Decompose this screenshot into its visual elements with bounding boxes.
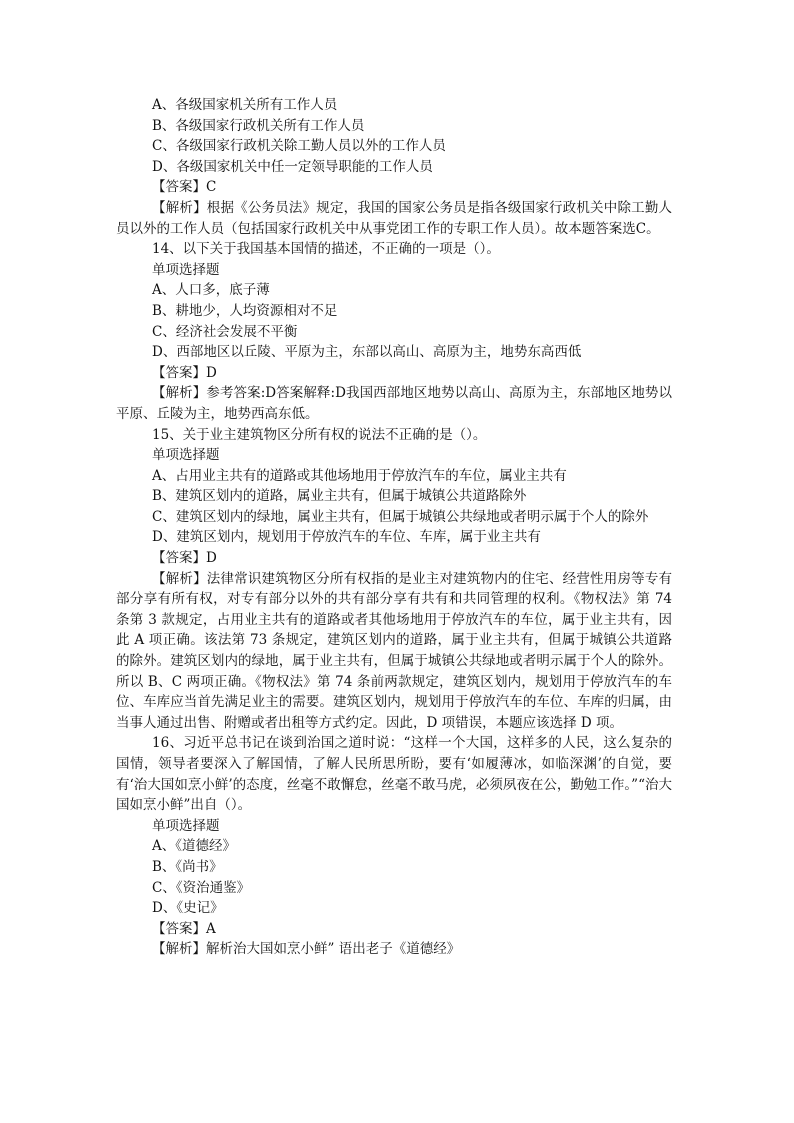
analysis-label: 【解析】 [152, 941, 206, 958]
analysis-text: 参考答案:D答案解释:D我国西部地区地势以高山、高原为主，东部地区地势以平原、丘陵为主，地势西高东低。 [116, 385, 673, 422]
question-15 [116, 425, 672, 734]
analysis [116, 383, 672, 424]
question-type: 单项选择题 [152, 261, 220, 278]
analysis-text: 根据《公务员法》规定，我国的国家公务员是指各级国家行政机关中除工勤人员以外的工作人员（包括国家行政机关中从事党团工作的专职工作人员）。故本题答案选C。 [116, 199, 673, 237]
analysis [116, 569, 672, 734]
analysis-label: 【解析】 [152, 570, 207, 587]
option-b: B、建筑区划内的道路，属业主共有，但属于城镇公共道路除外 [152, 488, 527, 505]
answer-line [116, 363, 672, 384]
analysis [116, 198, 672, 239]
option-c: C、《资治通鉴》 [152, 879, 251, 896]
option-b: B、《尚书》 [152, 858, 223, 875]
answer-value: C [206, 179, 217, 196]
option-d: D、西部地区以丘陵、平原为主，东部以高山、高原为主，地势东高西低 [152, 344, 582, 361]
answer-line [116, 548, 672, 569]
question-stem: 15、关于业主建筑物区分所有权的说法不正确的是（）。 [152, 426, 487, 443]
answer-value: A [206, 920, 216, 937]
answer-label: 【答案】 [152, 550, 206, 567]
answer-value: D [206, 364, 217, 381]
option-c: C、建筑区划内的绿地，属业主共有，但属于城镇公共绿地或者明示属于个人的除外 [152, 508, 649, 525]
question-14 [116, 239, 672, 424]
option-c: C、各级国家行政机关除工勤人员以外的工作人员 [152, 138, 446, 155]
option-b: B、各级国家行政机关所有工作人员 [152, 117, 365, 134]
option-d: D、建筑区划内，规划用于停放汽车的车位、车库，属于业主共有 [152, 529, 541, 546]
answer-line [116, 919, 672, 940]
answer-line [116, 177, 672, 198]
option-a: A、《道德经》 [152, 838, 236, 855]
question-stem: 16、习近平总书记在谈到治国之道时说：“这样一个大国，这样多的人民，这么复杂的国情，领导者要深入了解国情，了解人民所思所盼，要有‘如履薄冰，如临深渊’的自觉，要有‘治大国如烹小鲜’的态度，丝毫不敢懈怠，丝毫不敢马虎，必须夙夜在公，勤勉工作。”“治大国如烹小鲜”出自（）。 [116, 735, 672, 814]
question-type: 单项选择题 [152, 817, 220, 834]
option-c: C、经济社会发展不平衡 [152, 323, 298, 340]
option-d: D、各级国家机关中任一定领导职能的工作人员 [152, 158, 433, 175]
answer-value: D [206, 550, 217, 567]
question-type: 单项选择题 [152, 447, 220, 464]
option-a: A、人口多，底子薄 [152, 282, 270, 299]
question-16 [116, 733, 672, 960]
answer-label: 【答案】 [152, 179, 206, 196]
analysis-text: 法律常识建筑物区分所有权指的是业主对建筑物内的住宅、经营性用房等专有部分享有所有权，对专有部分以外的共有部分享有共有和共同管理的权利。《物权法》第 74 条第 3 款规定，占用业主共有的道路或者其他场地用于停放汽车的车位，属于业主共有，因此 A 项正确。该法第 73 条规定，建筑区划内的道路，属于业主共有，但属于城镇公共道路的除外。建筑区划内的绿地，属于业主共有，但属于城镇公共绿地或者明示属于个人的除外。所以 B、C 两项正确。《物权法》第 74 条前两款规定，建筑区划内，规划用于停放汽车的车位、车库应当首先满足业主的需要。建筑区划内，规划用于停放汽车的车位、车库的归属，由当事人通过出售、附赠或者出租等方式约定。因此，D 项错误，本题应该选择 D 项。 [116, 570, 673, 731]
answer-label: 【答案】 [152, 920, 206, 937]
option-a: A、各级国家机关所有工作人员 [152, 97, 338, 113]
analysis [116, 939, 672, 960]
option-d: D、《史记》 [152, 900, 224, 917]
analysis-label: 【解析】 [152, 385, 207, 402]
question-13 [116, 95, 672, 239]
option-a: A、占用业主共有的道路或其他场地用于停放汽车的车位，属业主共有 [152, 467, 567, 484]
exam-content [116, 95, 672, 960]
analysis-text: 解析治大国如烹小鲜” 语出老子《道德经》 [206, 941, 461, 958]
analysis-label: 【解析】 [152, 199, 207, 216]
question-stem: 14、以下关于我国基本国情的描述，不正确的一项是（）。 [152, 241, 500, 258]
answer-label: 【答案】 [152, 364, 206, 381]
option-b: B、耕地少，人均资源相对不足 [152, 302, 338, 319]
